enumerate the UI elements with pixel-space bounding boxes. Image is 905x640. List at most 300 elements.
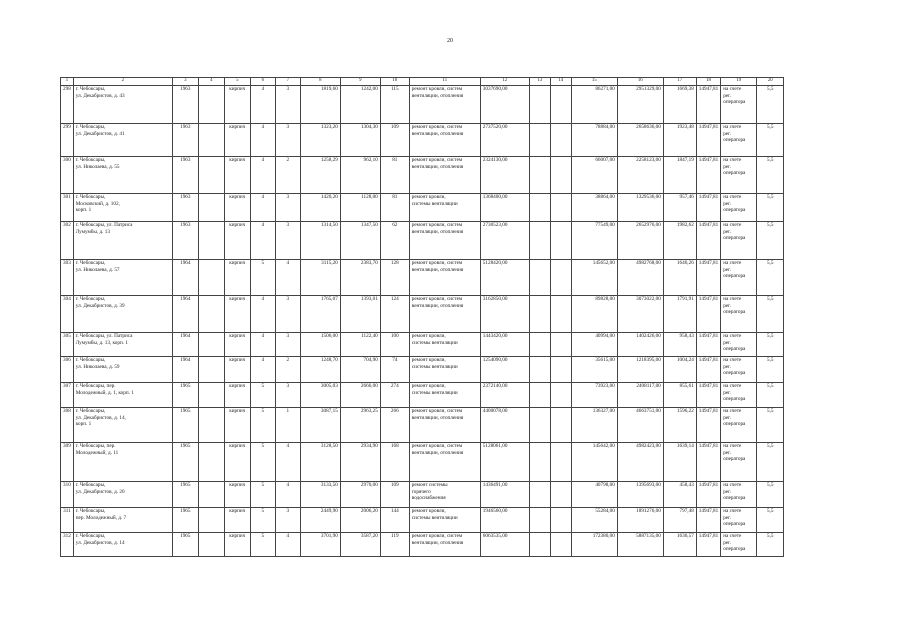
table-row (61, 357, 784, 383)
wall-material-cell: кирпич (224, 533, 250, 557)
column-number-cell: 10 (380, 78, 409, 86)
federal-funds-cell (529, 86, 550, 124)
entrances-cell: 3 (275, 124, 300, 157)
table-row (61, 296, 784, 333)
table-row (61, 443, 784, 482)
wall-material-cell: кирпич (224, 194, 250, 222)
local-funds-cell: 38864,00 (571, 194, 617, 222)
total-cost-cell: 2737520,00 (480, 124, 529, 157)
total-cost-cell: 1443420,00 (480, 333, 529, 357)
column-number-cell: 5 (224, 78, 250, 86)
completion-term-cell: 5,5 (757, 194, 784, 222)
year-overhaul-cell (198, 296, 224, 333)
max-cost-per-sqm-cell: 14947,81 (696, 383, 720, 408)
total-cost-cell: 2730523,00 (480, 222, 529, 260)
floors-cell: 4 (250, 194, 275, 222)
living-area-cell: 1128,00 (340, 194, 380, 222)
total-cost-cell: 1946560,00 (480, 508, 529, 533)
budget-funds-cell (550, 296, 571, 333)
column-number-cell: 8 (300, 78, 340, 86)
federal-funds-cell (529, 260, 550, 296)
year-built-cell: 1964 (172, 357, 198, 383)
column-number-cell: 4 (198, 78, 224, 86)
total-area-cell: 1248,70 (300, 357, 340, 383)
table-row (61, 260, 784, 296)
year-overhaul-cell (198, 357, 224, 383)
address-cell: г. Чебоксары, ул. Николаева, д. 55 (73, 157, 172, 194)
table-row (61, 194, 784, 222)
wall-material-cell: кирпич (224, 124, 250, 157)
living-area-cell: 2383,70 (340, 260, 380, 296)
cost-per-sqm-cell: 1923,48 (663, 124, 696, 157)
address-cell: г. Чебоксары, ул. Декабристов, д. 39 (73, 296, 172, 333)
federal-funds-cell (529, 443, 550, 482)
cost-per-sqm-cell: 1847,19 (663, 157, 696, 194)
work-types-cell: ремонт кровли, систем вентиляции, отопления (409, 86, 480, 124)
table-row (61, 222, 784, 260)
table-row (61, 482, 784, 508)
row-number-cell: 312 (61, 533, 74, 557)
floors-cell: 4 (250, 222, 275, 260)
table-row (61, 333, 784, 357)
cost-per-sqm-cell: 1669,38 (663, 86, 696, 124)
budget-funds-cell (550, 124, 571, 157)
column-number-cell: 7 (275, 78, 300, 86)
max-cost-per-sqm-cell: 14947,81 (696, 482, 720, 508)
residents-cell: 124 (380, 296, 409, 333)
budget-funds-cell (550, 408, 571, 443)
total-area-cell: 3087,15 (300, 408, 340, 443)
wall-material-cell: кирпич (224, 408, 250, 443)
total-area-cell: 1420,20 (300, 194, 340, 222)
residents-cell: 109 (380, 124, 409, 157)
work-types-cell: ремонт кровли, систем вентиляции, отопления (409, 222, 480, 260)
living-area-cell: 1242,00 (340, 86, 380, 124)
max-cost-per-sqm-cell: 14947,81 (696, 194, 720, 222)
federal-funds-cell (529, 408, 550, 443)
owners-funds-cell: 4663751,00 (617, 408, 663, 443)
cost-per-sqm-cell: 1004,24 (663, 357, 696, 383)
entrances-cell: 4 (275, 482, 300, 508)
year-overhaul-cell (198, 157, 224, 194)
cost-per-sqm-cell: 458,43 (663, 482, 696, 508)
completion-term-cell: 5,5 (757, 408, 784, 443)
residents-cell: 274 (380, 383, 409, 408)
fund-method-cell: на счете рег. оператора (721, 124, 757, 157)
work-types-cell: ремонт кровли, систем вентиляции, отопления (409, 533, 480, 557)
living-area-cell: 2970,00 (340, 482, 380, 508)
fund-method-cell: на счете рег. оператора (721, 508, 757, 533)
owners-funds-cell: 1891276,00 (617, 508, 663, 533)
owners-funds-cell: 2652976,00 (617, 222, 663, 260)
federal-funds-cell (529, 194, 550, 222)
living-area-cell: 3587,20 (340, 533, 380, 557)
federal-funds-cell (529, 357, 550, 383)
floors-cell: 5 (250, 508, 275, 533)
cost-per-sqm-cell: 958,43 (663, 333, 696, 357)
completion-term-cell: 5,5 (757, 157, 784, 194)
work-types-cell: ремонт кровли, систем вентиляции, отопления (409, 124, 480, 157)
floors-cell: 4 (250, 357, 275, 383)
cost-per-sqm-cell: 1646,26 (663, 260, 696, 296)
total-area-cell: 1314,50 (300, 222, 340, 260)
budget-funds-cell (550, 383, 571, 408)
federal-funds-cell (529, 296, 550, 333)
row-number-cell: 301 (61, 194, 74, 222)
total-area-cell: 3133,50 (300, 482, 340, 508)
floors-cell: 4 (250, 157, 275, 194)
completion-term-cell: 5,5 (757, 357, 784, 383)
entrances-cell: 4 (275, 533, 300, 557)
total-cost-cell: 1436491,00 (480, 482, 529, 508)
year-overhaul-cell (198, 124, 224, 157)
year-built-cell: 1964 (172, 296, 198, 333)
budget-funds-cell (550, 157, 571, 194)
floors-cell: 5 (250, 533, 275, 557)
fund-method-cell: на счете рег. оператора (721, 86, 757, 124)
fund-method-cell: на счете рег. оператора (721, 443, 757, 482)
row-number-cell: 307 (61, 383, 74, 408)
total-area-cell: 1258,29 (300, 157, 340, 194)
max-cost-per-sqm-cell: 14947,81 (696, 157, 720, 194)
work-types-cell: ремонт системы горячего водоснабжения (409, 482, 480, 508)
living-area-cell: 1122,40 (340, 333, 380, 357)
local-funds-cell: 55284,00 (571, 508, 617, 533)
floors-cell: 4 (250, 333, 275, 357)
floors-cell: 4 (250, 296, 275, 333)
year-overhaul-cell (198, 260, 224, 296)
max-cost-per-sqm-cell: 14947,81 (696, 408, 720, 443)
entrances-cell: 3 (275, 508, 300, 533)
local-funds-cell: 66007,00 (571, 157, 617, 194)
address-cell: г. Чебоксары, Московский, д. 102, корп. 1 (73, 194, 172, 222)
row-number-cell: 306 (61, 357, 74, 383)
entrances-cell: 3 (275, 194, 300, 222)
total-area-cell: 3128,50 (300, 443, 340, 482)
column-number-cell: 17 (663, 78, 696, 86)
completion-term-cell: 5,5 (757, 383, 784, 408)
entrances-cell: 4 (275, 260, 300, 296)
living-area-cell: 2934,90 (340, 443, 380, 482)
address-cell: г. Чебоксары, пер. Молодежный, д. 11 (73, 443, 172, 482)
cost-per-sqm-cell: 1639,14 (663, 443, 696, 482)
budget-funds-cell (550, 508, 571, 533)
column-number-cell: 16 (617, 78, 663, 86)
work-types-cell: ремонт кровли, системы вентиляции (409, 194, 480, 222)
federal-funds-cell (529, 508, 550, 533)
year-overhaul-cell (198, 408, 224, 443)
row-number-cell: 300 (61, 157, 74, 194)
year-overhaul-cell (198, 383, 224, 408)
work-types-cell: ремонт кровли, системы вентиляции (409, 383, 480, 408)
row-number-cell: 310 (61, 482, 74, 508)
fund-method-cell: на счете рег. оператора (721, 533, 757, 557)
completion-term-cell: 5,5 (757, 508, 784, 533)
max-cost-per-sqm-cell: 14947,81 (696, 443, 720, 482)
year-overhaul-cell (198, 194, 224, 222)
budget-funds-cell (550, 222, 571, 260)
fund-method-cell: на счете рег. оператора (721, 357, 757, 383)
wall-material-cell: кирпич (224, 157, 250, 194)
year-built-cell: 1965 (172, 533, 198, 557)
completion-term-cell: 5,5 (757, 222, 784, 260)
owners-funds-cell: 4982768,00 (617, 260, 663, 296)
budget-funds-cell (550, 260, 571, 296)
year-overhaul-cell (198, 482, 224, 508)
total-cost-cell: 1368400,00 (480, 194, 529, 222)
max-cost-per-sqm-cell: 14947,81 (696, 508, 720, 533)
max-cost-per-sqm-cell: 14947,81 (696, 333, 720, 357)
local-funds-cell: 40798,00 (571, 482, 617, 508)
year-built-cell: 1965 (172, 443, 198, 482)
cost-per-sqm-cell: 797,48 (663, 508, 696, 533)
cost-per-sqm-cell: 1630,57 (663, 533, 696, 557)
owners-funds-cell: 4982423,00 (617, 443, 663, 482)
total-area-cell: 1765,07 (300, 296, 340, 333)
total-area-cell: 3701,90 (300, 533, 340, 557)
total-area-cell: 1819,60 (300, 86, 340, 124)
address-cell: г. Чебоксары, ул. Декабристов, д. 20 (73, 482, 172, 508)
row-number-cell: 311 (61, 508, 74, 533)
living-area-cell: 2963,25 (340, 408, 380, 443)
budget-funds-cell (550, 86, 571, 124)
column-number-cell: 9 (340, 78, 380, 86)
local-funds-cell: 35615,00 (571, 357, 617, 383)
local-funds-cell: 172380,00 (571, 533, 617, 557)
row-number-cell: 298 (61, 86, 74, 124)
fund-method-cell: на счете рег. оператора (721, 383, 757, 408)
work-types-cell: ремонт кровли, систем вентиляции, отопления (409, 260, 480, 296)
max-cost-per-sqm-cell: 14947,81 (696, 86, 720, 124)
wall-material-cell: кирпич (224, 260, 250, 296)
wall-material-cell: кирпич (224, 383, 250, 408)
completion-term-cell: 5,5 (757, 443, 784, 482)
address-cell: г. Чебоксары, пер. Молодежный, д. 7 (73, 508, 172, 533)
fund-method-cell: на счете рег. оператора (721, 482, 757, 508)
entrances-cell: 3 (275, 296, 300, 333)
completion-term-cell: 5,5 (757, 333, 784, 357)
residents-cell: 62 (380, 222, 409, 260)
column-number-cell: 1 (61, 78, 74, 86)
completion-term-cell: 5,5 (757, 482, 784, 508)
table-row (61, 157, 784, 194)
entrances-cell: 3 (275, 333, 300, 357)
floors-cell: 5 (250, 260, 275, 296)
local-funds-cell: 136327,00 (571, 408, 617, 443)
federal-funds-cell (529, 533, 550, 557)
living-area-cell: 704,90 (340, 357, 380, 383)
fund-method-cell: на счете рег. оператора (721, 333, 757, 357)
total-area-cell: 2449,90 (300, 508, 340, 533)
max-cost-per-sqm-cell: 14947,81 (696, 296, 720, 333)
work-types-cell: ремонт кровли, систем вентиляции, отопления (409, 443, 480, 482)
year-overhaul-cell (198, 508, 224, 533)
column-number-cell: 12 (480, 78, 529, 86)
total-area-cell: 1323,20 (300, 124, 340, 157)
total-cost-cell: 1254090,00 (480, 357, 529, 383)
completion-term-cell: 5,5 (757, 296, 784, 333)
year-built-cell: 1963 (172, 194, 198, 222)
total-cost-cell: 3162850,00 (480, 296, 529, 333)
year-overhaul-cell (198, 86, 224, 124)
total-area-cell: 1506,00 (300, 333, 340, 357)
owners-funds-cell: 2658636,00 (617, 124, 663, 157)
address-cell: г. Чебоксары, ул. Николаева, д. 59 (73, 357, 172, 383)
local-funds-cell: 86271,00 (571, 86, 617, 124)
max-cost-per-sqm-cell: 14947,81 (696, 222, 720, 260)
total-cost-cell: 3037690,00 (480, 86, 529, 124)
year-overhaul-cell (198, 222, 224, 260)
housing-repair-register-table (60, 77, 784, 557)
budget-funds-cell (550, 482, 571, 508)
residents-cell: 81 (380, 194, 409, 222)
work-types-cell: ремонт кровли, системы вентиляции (409, 357, 480, 383)
total-cost-cell: 5128061,00 (480, 443, 529, 482)
owners-funds-cell: 1402426,00 (617, 333, 663, 357)
max-cost-per-sqm-cell: 14947,81 (696, 124, 720, 157)
residents-cell: 100 (380, 333, 409, 357)
max-cost-per-sqm-cell: 14947,81 (696, 533, 720, 557)
fund-method-cell: на счете рег. оператора (721, 222, 757, 260)
completion-term-cell: 5,5 (757, 533, 784, 557)
entrances-cell: 3 (275, 383, 300, 408)
row-number-cell: 303 (61, 260, 74, 296)
address-cell: г. Чебоксары, ул. Николаева, д. 57 (73, 260, 172, 296)
column-number-cell: 6 (250, 78, 275, 86)
year-built-cell: 1963 (172, 222, 198, 260)
year-overhaul-cell (198, 333, 224, 357)
wall-material-cell: кирпич (224, 222, 250, 260)
floors-cell: 5 (250, 408, 275, 443)
row-number-cell: 299 (61, 124, 74, 157)
federal-funds-cell (529, 124, 550, 157)
page-number: 20 (447, 38, 453, 44)
budget-funds-cell (550, 333, 571, 357)
owners-funds-cell: 1329536,00 (617, 194, 663, 222)
cost-per-sqm-cell: 1982,62 (663, 222, 696, 260)
column-number-cell: 20 (757, 78, 784, 86)
row-number-cell: 305 (61, 333, 74, 357)
floors-cell: 5 (250, 443, 275, 482)
wall-material-cell: кирпич (224, 86, 250, 124)
wall-material-cell: кирпич (224, 443, 250, 482)
column-number-cell: 2 (73, 78, 172, 86)
wall-material-cell: кирпич (224, 333, 250, 357)
owners-funds-cell: 2408117,00 (617, 383, 663, 408)
residents-cell: 168 (380, 443, 409, 482)
address-cell: г. Чебоксары, ул. Патриса Лумумбы, д. 13, корп. 1 (73, 333, 172, 357)
living-area-cell: 1304,30 (340, 124, 380, 157)
cost-per-sqm-cell: 1596,22 (663, 408, 696, 443)
entrances-cell: 4 (275, 443, 300, 482)
floors-cell: 4 (250, 124, 275, 157)
wall-material-cell: кирпич (224, 482, 250, 508)
living-area-cell: 1393,01 (340, 296, 380, 333)
max-cost-per-sqm-cell: 14947,81 (696, 260, 720, 296)
address-cell: г. Чебоксары, ул. Патриса Лумумбы, д. 13 (73, 222, 172, 260)
year-built-cell: 1965 (172, 508, 198, 533)
year-built-cell: 1963 (172, 124, 198, 157)
entrances-cell: 1 (275, 408, 300, 443)
address-cell: г. Чебоксары, ул. Декабристов, д. 41 (73, 124, 172, 157)
federal-funds-cell (529, 222, 550, 260)
address-cell: г. Чебоксары, ул. Декабристов, д. 14 (73, 533, 172, 557)
column-number-cell: 14 (550, 78, 571, 86)
floors-cell: 5 (250, 383, 275, 408)
completion-term-cell: 5,5 (757, 124, 784, 157)
work-types-cell: ремонт кровли, систем вентиляции, отопления (409, 408, 480, 443)
residents-cell: 128 (380, 260, 409, 296)
completion-term-cell: 5,5 (757, 86, 784, 124)
floors-cell: 5 (250, 482, 275, 508)
federal-funds-cell (529, 157, 550, 194)
work-types-cell: ремонт кровли, систем вентиляции, отопления (409, 157, 480, 194)
federal-funds-cell (529, 482, 550, 508)
total-cost-cell: 6063535,00 (480, 533, 529, 557)
local-funds-cell: 77549,00 (571, 222, 617, 260)
table-row (61, 86, 784, 124)
column-number-cell: 19 (721, 78, 757, 86)
budget-funds-cell (550, 533, 571, 557)
fund-method-cell: на счете рег. оператора (721, 260, 757, 296)
wall-material-cell: кирпич (224, 296, 250, 333)
column-number-cell: 13 (529, 78, 550, 86)
fund-method-cell: на счете рег. оператора (721, 408, 757, 443)
living-area-cell: 2666,00 (340, 383, 380, 408)
owners-funds-cell: 1218395,00 (617, 357, 663, 383)
local-funds-cell: 78884,00 (571, 124, 617, 157)
year-built-cell: 1964 (172, 333, 198, 357)
table-row (61, 124, 784, 157)
year-built-cell: 1965 (172, 383, 198, 408)
residents-cell: 144 (380, 508, 409, 533)
budget-funds-cell (550, 443, 571, 482)
living-area-cell: 1347,50 (340, 222, 380, 260)
cost-per-sqm-cell: 957,46 (663, 194, 696, 222)
total-cost-cell: 2324130,00 (480, 157, 529, 194)
total-cost-cell: 2372140,00 (480, 383, 529, 408)
owners-funds-cell: 2258123,00 (617, 157, 663, 194)
row-number-cell: 304 (61, 296, 74, 333)
address-cell: г. Чебоксары, ул. Декабристов, д. 43 (73, 86, 172, 124)
table-row (61, 533, 784, 557)
federal-funds-cell (529, 383, 550, 408)
year-built-cell: 1965 (172, 408, 198, 443)
local-funds-cell: 89828,00 (571, 296, 617, 333)
max-cost-per-sqm-cell: 14947,81 (696, 357, 720, 383)
work-types-cell: ремонт кровли, систем вентиляции, отопления (409, 296, 480, 333)
row-number-cell: 309 (61, 443, 74, 482)
row-number-cell: 308 (61, 408, 74, 443)
budget-funds-cell (550, 194, 571, 222)
local-funds-cell: 40994,00 (571, 333, 617, 357)
year-overhaul-cell (198, 533, 224, 557)
owners-funds-cell: 2951329,00 (617, 86, 663, 124)
fund-method-cell: на счете рег. оператора (721, 194, 757, 222)
total-cost-cell: 5128420,00 (480, 260, 529, 296)
entrances-cell: 3 (275, 222, 300, 260)
completion-term-cell: 5,5 (757, 260, 784, 296)
residents-cell: 74 (380, 357, 409, 383)
owners-funds-cell: 3073022,00 (617, 296, 663, 333)
column-number-cell: 11 (409, 78, 480, 86)
federal-funds-cell (529, 333, 550, 357)
residents-cell: 266 (380, 408, 409, 443)
residents-cell: 81 (380, 157, 409, 194)
total-cost-cell: 4400078,00 (480, 408, 529, 443)
entrances-cell: 3 (275, 86, 300, 124)
table-row (61, 408, 784, 443)
